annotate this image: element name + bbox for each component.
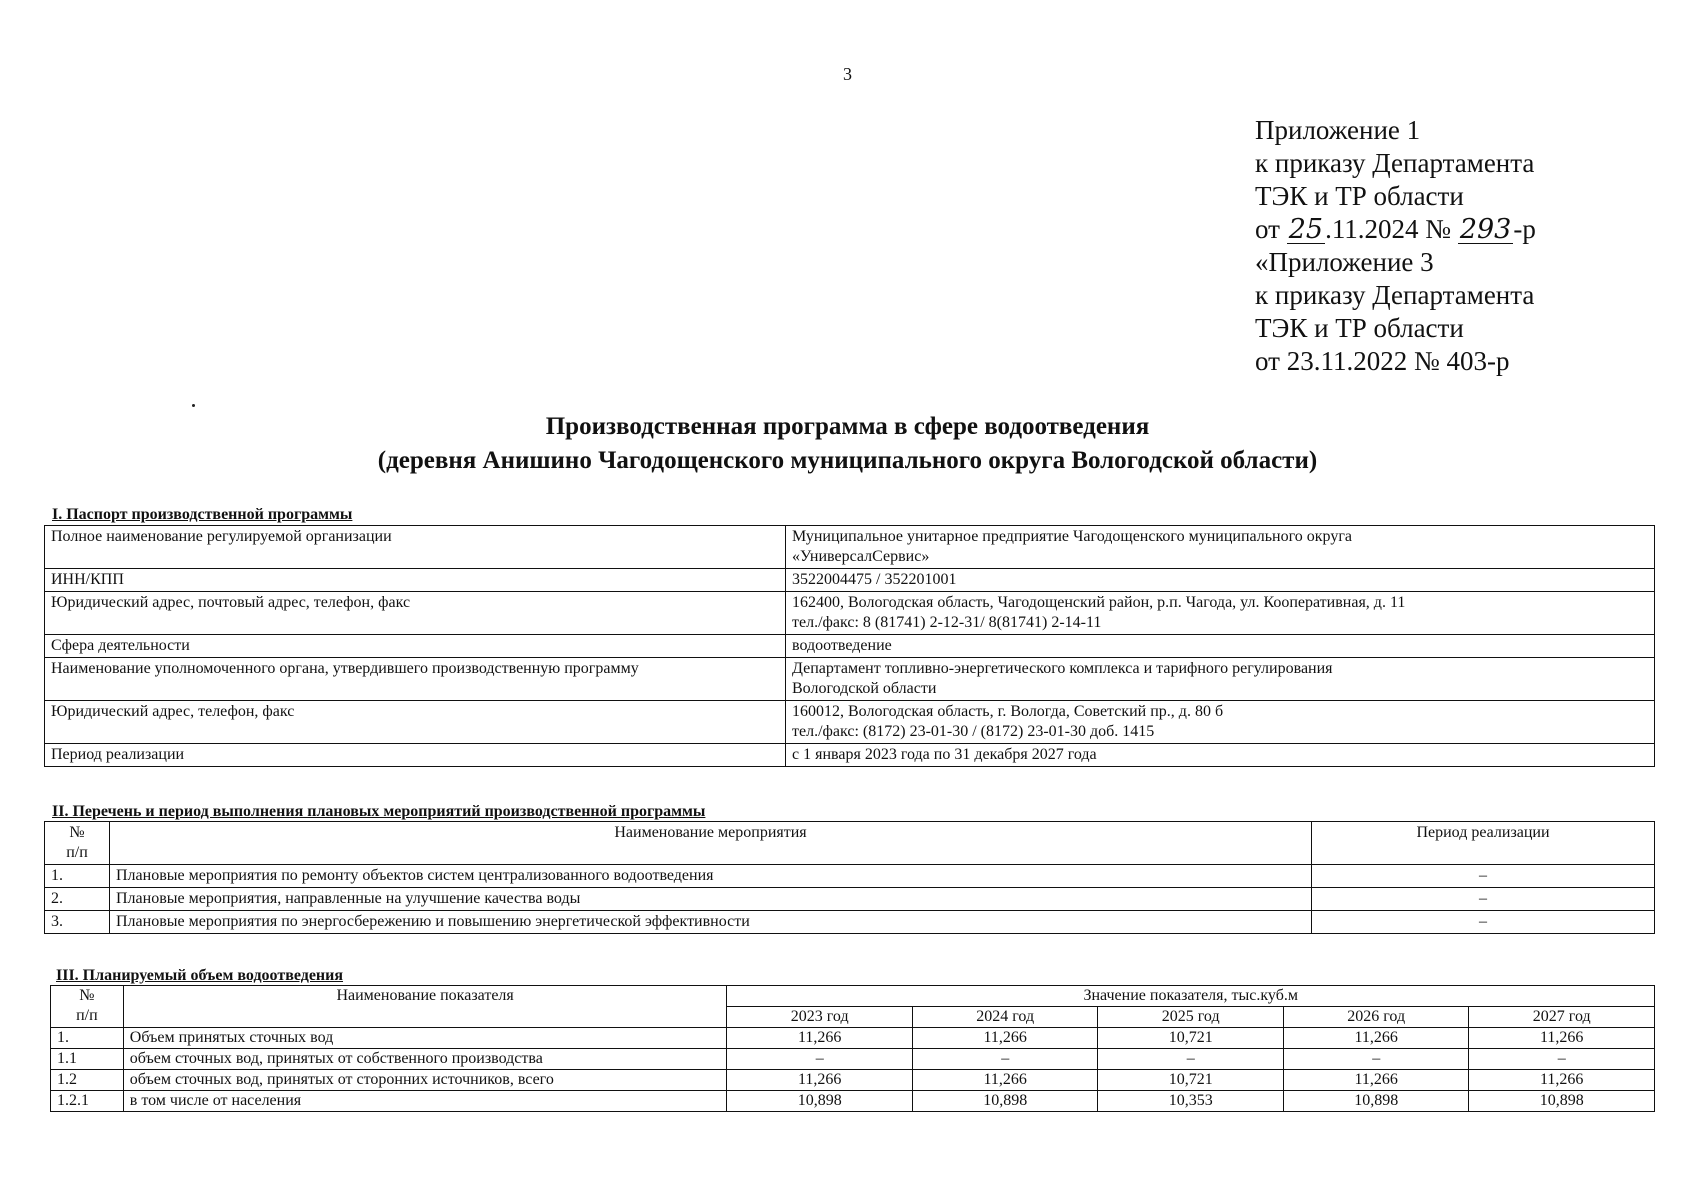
activity-name: Плановые мероприятия, направленные на улучшение качества воды xyxy=(110,888,1312,911)
table-row xyxy=(45,865,1655,888)
column-header-year: 2025 год xyxy=(1098,1007,1284,1028)
indicator-name: в том числе от населения xyxy=(123,1091,727,1112)
indicator-value: – xyxy=(1283,1049,1469,1070)
column-header-year: 2027 год xyxy=(1469,1007,1655,1028)
passport-value xyxy=(786,526,1655,569)
indicator-number: 1.1 xyxy=(51,1049,124,1070)
table-row xyxy=(45,658,1655,701)
passport-value-line-1: 162400, Вологодская область, Чагодощенский район, р.п. Чагода, ул. Кооперативная, д. 11 xyxy=(792,594,1406,611)
table-row xyxy=(45,526,1655,569)
volume-table xyxy=(50,985,1655,1112)
passport-value-line-2: тел./факс: (8172) 23-01-30 / (8172) 23-01-30 доб. 1415 xyxy=(792,723,1155,740)
document-title xyxy=(0,410,1695,478)
column-header-year: 2023 год xyxy=(727,1007,913,1028)
passport-label: Сфера деятельности xyxy=(45,635,786,658)
table-row xyxy=(45,569,1655,592)
passport-value-line-1: Департамент топливно-энергетического комплекса и тарифного регулирования xyxy=(792,660,1333,677)
passport-label: Юридический адрес, почтовый адрес, телефон, факс xyxy=(45,592,786,635)
handwritten-day: 25 xyxy=(1288,214,1324,245)
activity-period: – xyxy=(1312,888,1655,911)
section-3-heading: III. Планируемый объем водоотведения xyxy=(56,967,344,984)
table-row xyxy=(45,911,1655,934)
column-header-period: Период реализации xyxy=(1312,822,1655,865)
appendix-line-6: к приказу Департамента xyxy=(1255,280,1535,310)
column-header-number: № п/п xyxy=(51,986,124,1028)
appendix-line-2: к приказу Департамента xyxy=(1255,148,1535,178)
appendix-line-8: от 23.11.2022 № 403-р xyxy=(1255,346,1510,376)
indicator-value: 10,353 xyxy=(1098,1091,1284,1112)
indicator-name: объем сточных вод, принятых от сторонних источников, всего xyxy=(123,1070,727,1091)
appendix-line-1: Приложение 1 xyxy=(1255,115,1421,145)
indicator-number: 1.2 xyxy=(51,1070,124,1091)
passport-value xyxy=(786,744,1655,767)
title-line-2: (деревня Анишино Чагодощенского муниципального округа Вологодской области) xyxy=(377,447,1318,474)
table-row xyxy=(45,592,1655,635)
indicator-value: 10,898 xyxy=(1283,1091,1469,1112)
section-1-heading: I. Паспорт производственной программы xyxy=(52,506,353,523)
activity-number: 1. xyxy=(45,865,110,888)
passport-table xyxy=(44,525,1655,767)
indicator-value: – xyxy=(1098,1049,1284,1070)
activity-name: Плановые мероприятия по ремонту объектов систем централизованного водоотведения xyxy=(110,865,1312,888)
appendix-block xyxy=(1255,114,1536,378)
passport-value xyxy=(786,592,1655,635)
title-line-1: Производственная программа в сфере водоотведения xyxy=(545,413,1150,440)
passport-value-line-1: водоотведение xyxy=(792,637,892,654)
passport-label: Наименование уполномоченного органа, утвердившего производственную программу xyxy=(45,658,786,701)
appendix-line-3: ТЭК и ТР области xyxy=(1255,181,1464,211)
indicator-value: 10,898 xyxy=(1469,1091,1655,1112)
column-header-year: 2026 год xyxy=(1283,1007,1469,1028)
column-header-activity: Наименование мероприятия xyxy=(110,822,1312,865)
indicator-value: 11,266 xyxy=(1469,1070,1655,1091)
table-row xyxy=(51,1028,1655,1049)
passport-value-line-2: тел./факс: 8 (81741) 2-12-31/ 8(81741) 2-14-11 xyxy=(792,614,1102,631)
column-header-value-group: Значение показателя, тыс.куб.м xyxy=(727,986,1655,1007)
table-row xyxy=(45,888,1655,911)
indicator-value: 11,266 xyxy=(1283,1028,1469,1049)
passport-label: ИНН/КПП xyxy=(45,569,786,592)
indicator-value: 10,898 xyxy=(727,1091,913,1112)
indicator-value: 11,266 xyxy=(727,1028,913,1049)
indicator-value: 11,266 xyxy=(912,1028,1098,1049)
column-header-indicator: Наименование показателя xyxy=(123,986,727,1028)
appendix-order-suffix: -р xyxy=(1513,214,1536,244)
table-row xyxy=(45,635,1655,658)
appendix-line-7: ТЭК и ТР области xyxy=(1255,313,1464,343)
scan-dot xyxy=(192,404,195,407)
column-header-number: № п/п xyxy=(45,822,110,865)
indicator-number: 1. xyxy=(51,1028,124,1049)
table-row xyxy=(45,744,1655,767)
passport-value-line-1: 160012, Вологодская область, г. Вологда, Советский пр., д. 80 б xyxy=(792,703,1224,720)
indicator-value: – xyxy=(727,1049,913,1070)
handwritten-order-number: 293 xyxy=(1459,214,1512,245)
indicator-value: 11,266 xyxy=(912,1070,1098,1091)
activity-period: – xyxy=(1312,911,1655,934)
table-row xyxy=(51,1049,1655,1070)
passport-value-line-1: 3522004475 / 352201001 xyxy=(792,571,957,588)
table-row xyxy=(51,1070,1655,1091)
activity-period: – xyxy=(1312,865,1655,888)
activity-name: Плановые мероприятия по энергосбережению и повышению энергетической эффективности xyxy=(110,911,1312,934)
activities-table xyxy=(44,821,1655,934)
passport-label: Период реализации xyxy=(45,744,786,767)
table-row xyxy=(51,1091,1655,1112)
indicator-value: 11,266 xyxy=(1283,1070,1469,1091)
passport-value-line-2: «УниверсалСервис» xyxy=(792,548,930,565)
indicator-number: 1.2.1 xyxy=(51,1091,124,1112)
activity-number: 3. xyxy=(45,911,110,934)
passport-value xyxy=(786,658,1655,701)
passport-value-line-1: Муниципальное унитарное предприятие Чагодощенского муниципального округа xyxy=(792,528,1352,545)
indicator-value: – xyxy=(1469,1049,1655,1070)
page-number: 3 xyxy=(843,64,852,84)
passport-label: Полное наименование регулируемой организации xyxy=(45,526,786,569)
appendix-order-middle: .11.2024 № xyxy=(1325,214,1458,244)
indicator-value: 10,898 xyxy=(912,1091,1098,1112)
indicator-value: 11,266 xyxy=(1469,1028,1655,1049)
section-2-heading: II. Перечень и период выполнения плановых мероприятий производственной программы xyxy=(52,803,706,820)
indicator-value: 10,721 xyxy=(1098,1070,1284,1091)
activity-number: 2. xyxy=(45,888,110,911)
indicator-name: объем сточных вод, принятых от собственного производства xyxy=(123,1049,727,1070)
appendix-order-date-line xyxy=(1255,213,1536,246)
passport-value xyxy=(786,569,1655,592)
indicator-name: Объем принятых сточных вод xyxy=(123,1028,727,1049)
appendix-order-prefix: от xyxy=(1255,214,1287,244)
appendix-line-5: «Приложение 3 xyxy=(1255,247,1434,277)
table-row xyxy=(45,701,1655,744)
column-header-year: 2024 год xyxy=(912,1007,1098,1028)
indicator-value: – xyxy=(912,1049,1098,1070)
indicator-value: 10,721 xyxy=(1098,1028,1284,1049)
indicator-value: 11,266 xyxy=(727,1070,913,1091)
passport-value-line-1: с 1 января 2023 года по 31 декабря 2027 года xyxy=(792,746,1097,763)
passport-value xyxy=(786,635,1655,658)
passport-label: Юридический адрес, телефон, факс xyxy=(45,701,786,744)
passport-value xyxy=(786,701,1655,744)
passport-value-line-2: Вологодской области xyxy=(792,680,937,697)
